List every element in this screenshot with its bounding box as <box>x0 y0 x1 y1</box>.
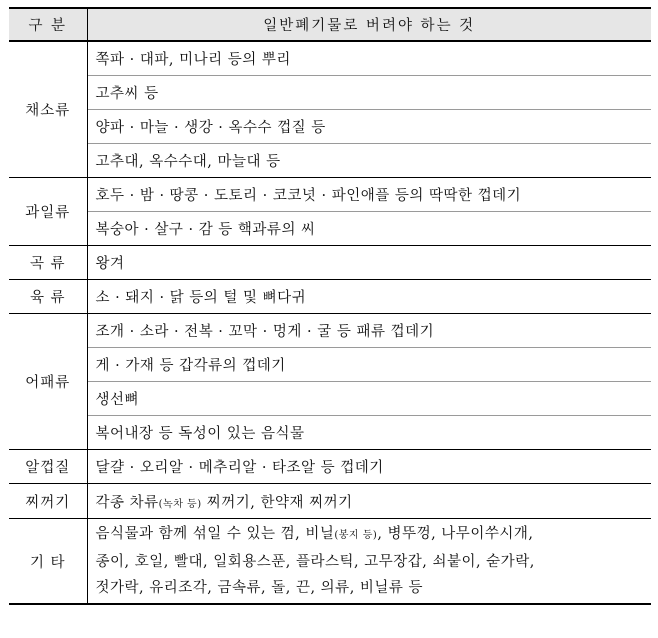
item-note: (봉지 등) <box>334 530 378 541</box>
header-category: 구 분 <box>9 8 87 41</box>
item-cell: 양파 · 마늘 · 생강 · 옥수수 껍질 등 <box>87 110 651 144</box>
category-cell: 과일류 <box>9 178 87 246</box>
item-line: 젓가락, 유리조각, 금속류, 돌, 끈, 의류, 비닐류 등 <box>95 580 424 596</box>
group-other <box>9 519 651 605</box>
group-meat <box>9 280 651 314</box>
item-text: 각종 차류 <box>95 494 159 511</box>
table-row <box>9 382 651 416</box>
group-eggshells <box>9 450 651 484</box>
table-row <box>9 416 651 450</box>
item-cell: 쪽파 · 대파, 미나리 등의 뿌리 <box>87 41 651 76</box>
waste-table-container <box>9 7 651 605</box>
category-cell: 채소류 <box>9 41 87 178</box>
item-cell <box>87 484 651 519</box>
item-cell: 고추씨 등 <box>87 76 651 110</box>
table-row <box>9 41 651 76</box>
table-row <box>9 246 651 280</box>
item-cell: 소 · 돼지 · 닭 등의 털 및 뼈다귀 <box>87 280 651 314</box>
table-row <box>9 280 651 314</box>
item-cell: 게 · 가재 등 갑각류의 껍데기 <box>87 348 651 382</box>
table-row <box>9 450 651 484</box>
header-items: 일반폐기물로 버려야 하는 것 <box>87 8 651 41</box>
item-cell: 고추대, 옥수수대, 마늘대 등 <box>87 144 651 178</box>
category-cell: 찌꺼기 <box>9 484 87 519</box>
item-cell: 복어내장 등 독성이 있는 음식물 <box>87 416 651 450</box>
item-cell <box>87 519 651 605</box>
item-text: 찌꺼기, 한약재 찌꺼기 <box>201 494 353 511</box>
category-cell: 어패류 <box>9 314 87 450</box>
waste-classification-table <box>9 7 651 605</box>
table-row <box>9 519 651 605</box>
group-fruits <box>9 178 651 246</box>
item-cell: 호두 · 밤 · 땅콩 · 도토리 · 코코넛 · 파인애플 등의 딱딱한 껍데기 <box>87 178 651 212</box>
group-grains <box>9 246 651 280</box>
item-cell: 조개 · 소라 · 전복 · 꼬막 · 멍게 · 굴 등 패류 껍데기 <box>87 314 651 348</box>
item-line: 종이, 호일, 빨대, 일회용스푼, 플라스틱, 고무장갑, 쇠붙이, 숟가락, <box>95 554 535 570</box>
table-header <box>9 8 651 41</box>
group-dregs <box>9 484 651 519</box>
item-cell: 복숭아 · 살구 · 감 등 핵과류의 씨 <box>87 212 651 246</box>
table-row <box>9 348 651 382</box>
item-cell: 달걀 · 오리알 · 메추리알 · 타조알 등 껍데기 <box>87 450 651 484</box>
table-row <box>9 314 651 348</box>
table-row <box>9 484 651 519</box>
item-cell: 왕겨 <box>87 246 651 280</box>
table-row <box>9 178 651 212</box>
category-cell: 곡 류 <box>9 246 87 280</box>
item-note: (녹차 등) <box>158 498 202 510</box>
category-cell: 알껍질 <box>9 450 87 484</box>
group-shellfish <box>9 314 651 450</box>
group-vegetables <box>9 41 651 178</box>
category-cell: 육 류 <box>9 280 87 314</box>
table-row <box>9 110 651 144</box>
item-line <box>96 521 652 549</box>
category-cell: 기 타 <box>9 519 87 605</box>
table-row <box>9 76 651 110</box>
item-cell: 생선뼈 <box>87 382 651 416</box>
table-row <box>9 144 651 178</box>
item-text: , 병뚜껑, 나무이쑤시개, <box>377 526 534 542</box>
item-text: 음식물과 함께 섞일 수 있는 껌, 비닐 <box>95 526 335 542</box>
table-row <box>9 212 651 246</box>
